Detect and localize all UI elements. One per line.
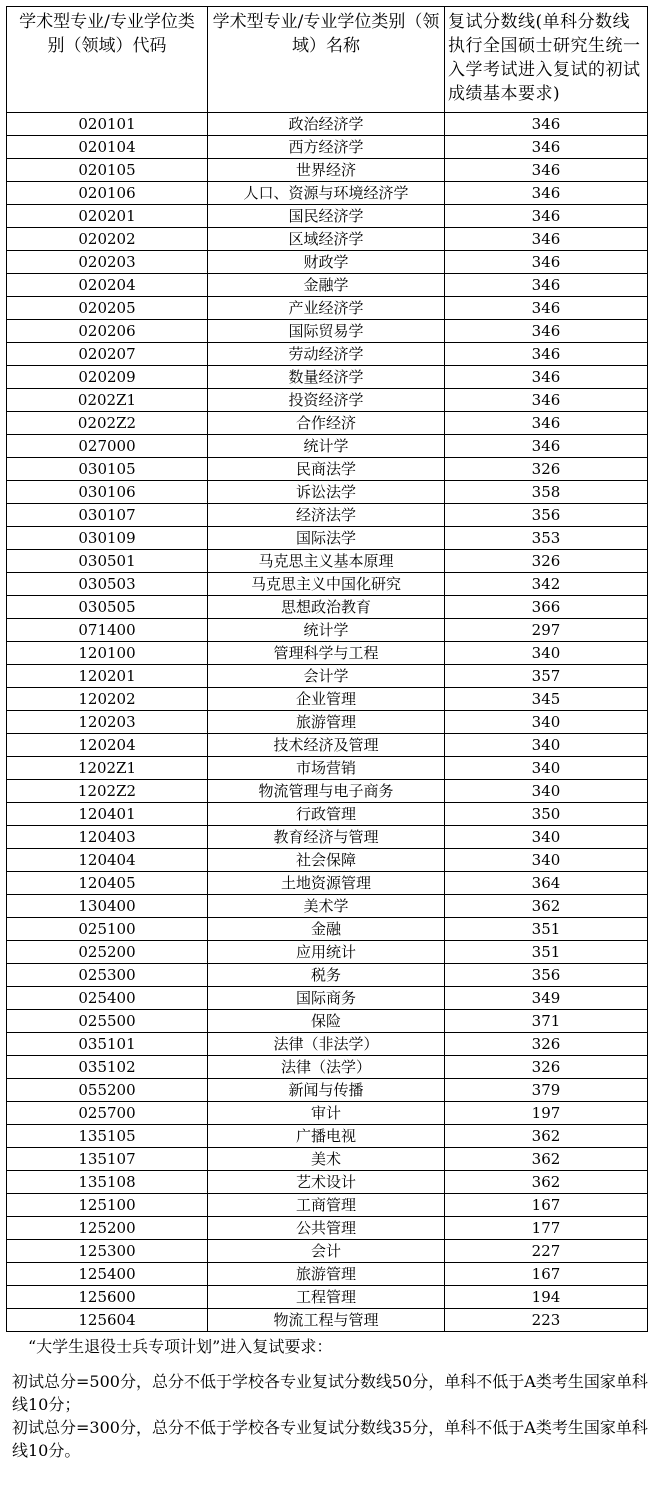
notes-section (12, 1335, 652, 1462)
cell-code: 025300 (7, 964, 208, 987)
cell-score: 346 (445, 412, 648, 435)
notes-line-2: 初试总分=300分，总分不低于学校各专业复试分数线35分，单科不低于A类考生国家单科线10分。 (12, 1418, 648, 1460)
table-row (7, 389, 648, 412)
cell-name: 金融 (208, 918, 445, 941)
header-row (7, 7, 648, 113)
cell-name: 法律（法学） (208, 1056, 445, 1079)
cell-code: 125600 (7, 1286, 208, 1309)
cell-name: 会计学 (208, 665, 445, 688)
cell-code: 030501 (7, 550, 208, 573)
cell-score: 346 (445, 366, 648, 389)
cell-score: 346 (445, 136, 648, 159)
cell-score: 326 (445, 1033, 648, 1056)
cell-score: 340 (445, 711, 648, 734)
cell-code: 020104 (7, 136, 208, 159)
table-row (7, 1309, 648, 1332)
table-row (7, 964, 648, 987)
cell-name: 产业经济学 (208, 297, 445, 320)
cell-score: 349 (445, 987, 648, 1010)
cell-code: 030109 (7, 527, 208, 550)
cell-name: 统计学 (208, 435, 445, 458)
table-row (7, 205, 648, 228)
cell-code: 030503 (7, 573, 208, 596)
table-row (7, 435, 648, 458)
cell-score: 379 (445, 1079, 648, 1102)
cell-code: 020205 (7, 297, 208, 320)
table-row (7, 297, 648, 320)
cell-name: 物流管理与电子商务 (208, 780, 445, 803)
cell-name: 新闻与传播 (208, 1079, 445, 1102)
table-row (7, 1286, 648, 1309)
cell-name: 经济法学 (208, 504, 445, 527)
cell-code: 125604 (7, 1309, 208, 1332)
cell-code: 125100 (7, 1194, 208, 1217)
cell-name: 工程管理 (208, 1286, 445, 1309)
cell-name: 国际贸易学 (208, 320, 445, 343)
table-row (7, 619, 648, 642)
cell-code: 071400 (7, 619, 208, 642)
cell-name: 诉讼法学 (208, 481, 445, 504)
cell-code: 1202Z1 (7, 757, 208, 780)
cell-score: 326 (445, 458, 648, 481)
cell-code: 135107 (7, 1148, 208, 1171)
cell-score: 371 (445, 1010, 648, 1033)
cell-code: 120201 (7, 665, 208, 688)
cell-score: 362 (445, 895, 648, 918)
cell-code: 020207 (7, 343, 208, 366)
cell-code: 120404 (7, 849, 208, 872)
cell-name: 审计 (208, 1102, 445, 1125)
table-row (7, 136, 648, 159)
table-row (7, 481, 648, 504)
table-row (7, 780, 648, 803)
cell-score: 326 (445, 1056, 648, 1079)
cell-code: 020105 (7, 159, 208, 182)
table-row (7, 1056, 648, 1079)
table-row (7, 987, 648, 1010)
cell-score: 366 (445, 596, 648, 619)
cell-name: 社会保障 (208, 849, 445, 872)
table-row (7, 1102, 648, 1125)
cell-score: 340 (445, 849, 648, 872)
header-name (208, 7, 445, 113)
cell-name: 民商法学 (208, 458, 445, 481)
cell-name: 世界经济 (208, 159, 445, 182)
cell-score: 346 (445, 320, 648, 343)
cell-code: 027000 (7, 435, 208, 458)
cell-score: 167 (445, 1263, 648, 1286)
cell-name: 统计学 (208, 619, 445, 642)
cell-name: 思想政治教育 (208, 596, 445, 619)
cell-code: 030105 (7, 458, 208, 481)
table-row (7, 734, 648, 757)
cell-score: 340 (445, 780, 648, 803)
cell-name: 国民经济学 (208, 205, 445, 228)
table-row (7, 872, 648, 895)
table-row (7, 274, 648, 297)
table-row (7, 182, 648, 205)
cell-code: 030106 (7, 481, 208, 504)
cell-score: 351 (445, 918, 648, 941)
cell-code: 120401 (7, 803, 208, 826)
cell-code: 025500 (7, 1010, 208, 1033)
table-row (7, 665, 648, 688)
cell-name: 旅游管理 (208, 1263, 445, 1286)
cell-score: 346 (445, 182, 648, 205)
table-row (7, 228, 648, 251)
table-row (7, 918, 648, 941)
cell-score: 167 (445, 1194, 648, 1217)
cell-name: 管理科学与工程 (208, 642, 445, 665)
cell-score: 223 (445, 1309, 648, 1332)
cell-code: 030107 (7, 504, 208, 527)
table-row (7, 1125, 648, 1148)
cell-code: 125200 (7, 1217, 208, 1240)
cell-score: 340 (445, 642, 648, 665)
cell-score: 346 (445, 343, 648, 366)
cell-code: 120204 (7, 734, 208, 757)
cell-name: 金融学 (208, 274, 445, 297)
cell-name: 政治经济学 (208, 113, 445, 136)
cell-name: 数量经济学 (208, 366, 445, 389)
cell-name: 投资经济学 (208, 389, 445, 412)
cell-code: 020209 (7, 366, 208, 389)
cell-name: 劳动经济学 (208, 343, 445, 366)
cell-code: 135108 (7, 1171, 208, 1194)
cell-score: 356 (445, 504, 648, 527)
table-row (7, 1171, 648, 1194)
cell-name: 公共管理 (208, 1217, 445, 1240)
cell-name: 美术 (208, 1148, 445, 1171)
cell-score: 340 (445, 757, 648, 780)
cell-name: 马克思主义中国化研究 (208, 573, 445, 596)
cell-score: 362 (445, 1148, 648, 1171)
header-name-text: 学术型专业/专业学位类别（领域）名称 (212, 12, 440, 56)
cell-name: 物流工程与管理 (208, 1309, 445, 1332)
cell-code: 025700 (7, 1102, 208, 1125)
cell-score: 357 (445, 665, 648, 688)
table-row (7, 343, 648, 366)
cell-name: 国际商务 (208, 987, 445, 1010)
cell-score: 350 (445, 803, 648, 826)
table-row (7, 113, 648, 136)
table-row (7, 688, 648, 711)
cell-score: 351 (445, 941, 648, 964)
table-row (7, 1240, 648, 1263)
cell-code: 035102 (7, 1056, 208, 1079)
cell-name: 区域经济学 (208, 228, 445, 251)
table-row (7, 504, 648, 527)
cell-score: 346 (445, 113, 648, 136)
cell-name: 广播电视 (208, 1125, 445, 1148)
cell-score: 346 (445, 228, 648, 251)
cell-name: 法律（非法学） (208, 1033, 445, 1056)
cell-score: 227 (445, 1240, 648, 1263)
cell-name: 应用统计 (208, 941, 445, 964)
cell-code: 0202Z2 (7, 412, 208, 435)
table-row (7, 941, 648, 964)
table-row (7, 1079, 648, 1102)
cell-name: 行政管理 (208, 803, 445, 826)
table-row (7, 550, 648, 573)
cell-code: 120203 (7, 711, 208, 734)
table-row (7, 1263, 648, 1286)
cell-score: 342 (445, 573, 648, 596)
cell-code: 120405 (7, 872, 208, 895)
cell-name: 教育经济与管理 (208, 826, 445, 849)
cell-code: 025200 (7, 941, 208, 964)
cell-score: 346 (445, 205, 648, 228)
cell-code: 0202Z1 (7, 389, 208, 412)
table-row (7, 573, 648, 596)
cell-code: 020206 (7, 320, 208, 343)
cell-name: 土地资源管理 (208, 872, 445, 895)
cell-name: 技术经济及管理 (208, 734, 445, 757)
table-row (7, 826, 648, 849)
cell-score: 356 (445, 964, 648, 987)
table-row (7, 895, 648, 918)
table-row (7, 596, 648, 619)
cell-name: 市场营销 (208, 757, 445, 780)
table-row (7, 1217, 648, 1240)
cell-name: 西方经济学 (208, 136, 445, 159)
cell-score: 362 (445, 1125, 648, 1148)
cell-name: 税务 (208, 964, 445, 987)
cell-score: 362 (445, 1171, 648, 1194)
cell-name: 会计 (208, 1240, 445, 1263)
cell-score: 345 (445, 688, 648, 711)
cell-score: 353 (445, 527, 648, 550)
cell-code: 020203 (7, 251, 208, 274)
cell-code: 120403 (7, 826, 208, 849)
table-row (7, 642, 648, 665)
cell-score: 340 (445, 734, 648, 757)
cell-name: 美术学 (208, 895, 445, 918)
table-row (7, 1033, 648, 1056)
cell-code: 025400 (7, 987, 208, 1010)
cell-name: 艺术设计 (208, 1171, 445, 1194)
table-row (7, 803, 648, 826)
cell-score: 326 (445, 550, 648, 573)
notes-title: “大学生退役士兵专项计划”进入复试要求： (28, 1337, 333, 1356)
cell-code: 125400 (7, 1263, 208, 1286)
cell-score: 346 (445, 435, 648, 458)
cell-code: 135105 (7, 1125, 208, 1148)
header-code-text: 学术型专业/专业学位类 别（领域）代码 (19, 12, 195, 56)
cell-score: 364 (445, 872, 648, 895)
cell-score: 346 (445, 274, 648, 297)
cell-score: 346 (445, 251, 648, 274)
table-row (7, 1148, 648, 1171)
table-row (7, 458, 648, 481)
cell-code: 120202 (7, 688, 208, 711)
notes-line-1: 初试总分=500分，总分不低于学校各专业复试分数线50分，单科不低于A类考生国家单科线10分； (12, 1372, 648, 1414)
cell-code: 020202 (7, 228, 208, 251)
table-row (7, 1194, 648, 1217)
table-row (7, 412, 648, 435)
cell-score: 340 (445, 826, 648, 849)
cell-name: 旅游管理 (208, 711, 445, 734)
cell-name: 马克思主义基本原理 (208, 550, 445, 573)
table-row (7, 849, 648, 872)
score-table (6, 6, 648, 1332)
cell-score: 297 (445, 619, 648, 642)
cell-score: 358 (445, 481, 648, 504)
table-row (7, 527, 648, 550)
cell-code: 020106 (7, 182, 208, 205)
table-row (7, 159, 648, 182)
cell-name: 人口、资源与环境经济学 (208, 182, 445, 205)
cell-score: 346 (445, 159, 648, 182)
cell-code: 035101 (7, 1033, 208, 1056)
cell-code: 125300 (7, 1240, 208, 1263)
cell-code: 025100 (7, 918, 208, 941)
cell-code: 020201 (7, 205, 208, 228)
header-score-text: 复试分数线(单科分数线执行全国硕士研究生统一入学考试进入复试的初试成绩基本要求) (448, 12, 641, 104)
table-body (7, 113, 648, 1332)
cell-name: 工商管理 (208, 1194, 445, 1217)
table-row (7, 251, 648, 274)
cell-code: 020204 (7, 274, 208, 297)
cell-code: 120100 (7, 642, 208, 665)
cell-name: 企业管理 (208, 688, 445, 711)
cell-name: 财政学 (208, 251, 445, 274)
cell-code: 055200 (7, 1079, 208, 1102)
table-row (7, 711, 648, 734)
table-row (7, 757, 648, 780)
cell-score: 197 (445, 1102, 648, 1125)
header-score (445, 7, 648, 113)
cell-code: 020101 (7, 113, 208, 136)
cell-score: 346 (445, 297, 648, 320)
table-row (7, 1010, 648, 1033)
table-row (7, 320, 648, 343)
table-row (7, 366, 648, 389)
cell-code: 030505 (7, 596, 208, 619)
cell-score: 177 (445, 1217, 648, 1240)
cell-score: 346 (445, 389, 648, 412)
cell-score: 194 (445, 1286, 648, 1309)
header-code (7, 7, 208, 113)
cell-name: 合作经济 (208, 412, 445, 435)
cell-code: 130400 (7, 895, 208, 918)
cell-name: 保险 (208, 1010, 445, 1033)
cell-name: 国际法学 (208, 527, 445, 550)
cell-code: 1202Z2 (7, 780, 208, 803)
